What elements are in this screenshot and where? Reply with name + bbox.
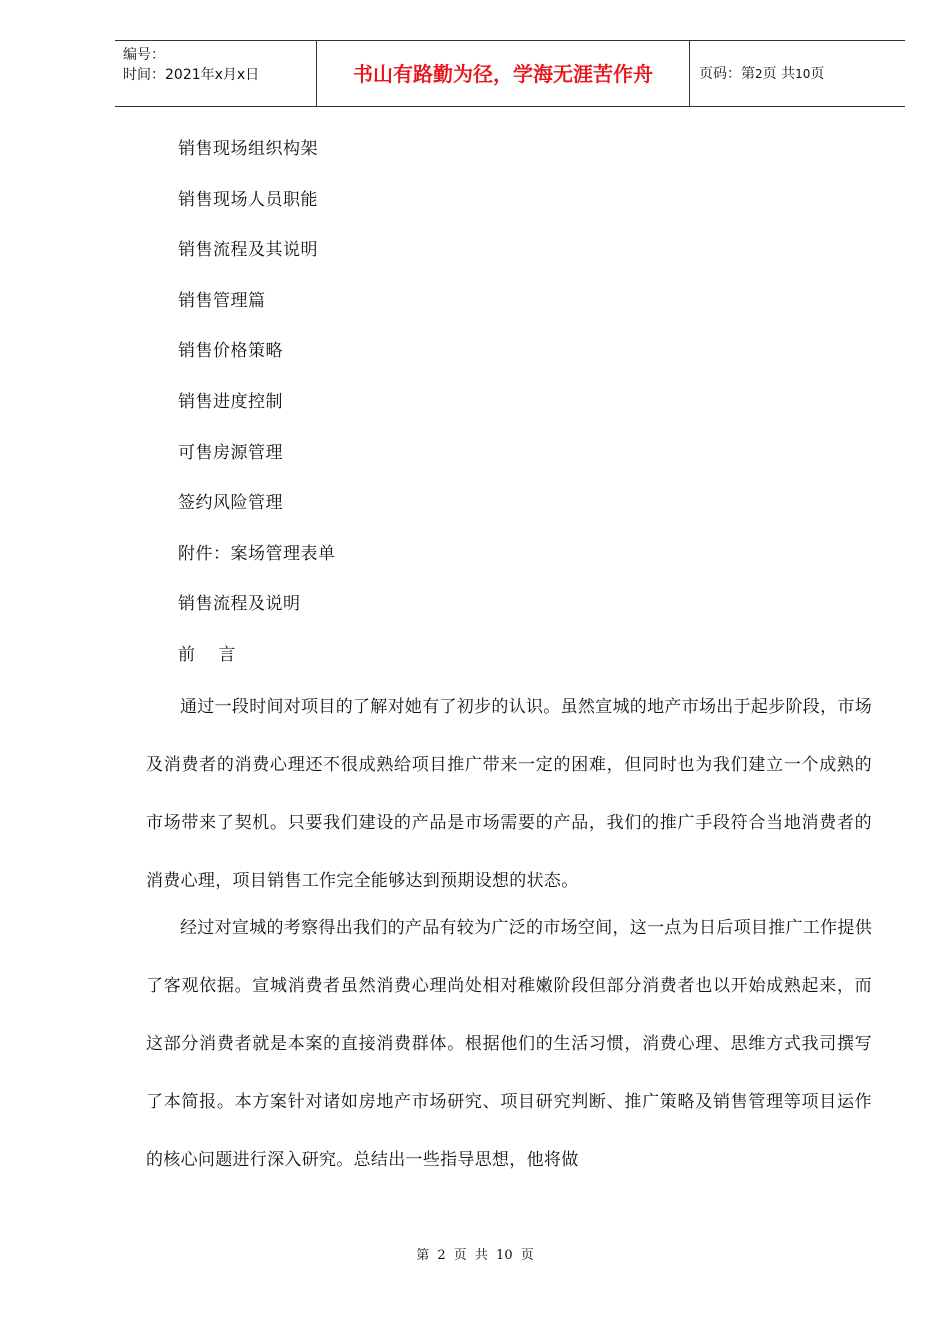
toc-item: 销售管理篇	[178, 290, 266, 311]
page-end-label: 页	[810, 66, 825, 82]
page-header	[115, 40, 905, 107]
header-motto: 书山有路勤为径，学海无涯苦作舟	[353, 62, 653, 86]
toc-item: 销售流程及其说明	[178, 240, 318, 261]
toc-item: 销售现场人员职能	[178, 189, 318, 210]
preface-title: 前 言	[178, 645, 245, 665]
page-current: 2	[755, 67, 763, 81]
body-paragraph: 经过对宣城的考察得出我们的产品有较为广泛的市场空间，这一点为日后项目推广工作提供了客观依据。宣城消费者虽然消费心理尚处相对稚嫩阶段但部分消费者也以开始成熟起来，而这部分消费者就是本案的直接消费群体。根据他们的生活习惯，消费心理、思维方式我司撰写了本简报。本方案针对诸如房地产市场研究、项目研究判断、推广策略及销售管理等项目运作的核心问题进行深入研究。总结出一些指导思想，他将做	[146, 918, 872, 1170]
page-footer: 第 2 页 共 10 页	[416, 1248, 534, 1263]
toc-item: 签约风险管理	[178, 493, 283, 514]
table-of-contents	[178, 135, 336, 641]
header-meta	[123, 45, 259, 85]
toc-item: 销售流程及说明	[178, 594, 301, 615]
toc-item: 附件：案场管理表单	[178, 543, 336, 564]
page-label: 页码：第	[699, 66, 755, 82]
date-label: 时间：2021年x月x日	[123, 67, 260, 83]
toc-item: 销售价格策略	[178, 341, 283, 362]
header-divider	[689, 41, 690, 107]
page-mid-label: 页 共	[762, 66, 796, 82]
serial-number-label: 编号：	[123, 47, 165, 63]
toc-item: 销售进度控制	[178, 391, 283, 412]
page-total: 10	[795, 67, 811, 81]
header-page-indicator	[699, 64, 824, 84]
toc-item: 销售现场组织构架	[178, 139, 318, 159]
body-paragraph: 通过一段时间对项目的了解对她有了初步的认识。虽然宣城的地产市场出于起步阶段，市场及消费者的消费心理还不很成熟给项目推广带来一定的困难，但同时也为我们建立一个成熟的市场带来了契机。只要我们建设的产品是市场需要的产品，我们的推广手段符合当地消费者的消费心理，项目销售工作完全能够达到预期设想的状态。	[146, 697, 872, 891]
toc-item: 可售房源管理	[178, 442, 283, 463]
